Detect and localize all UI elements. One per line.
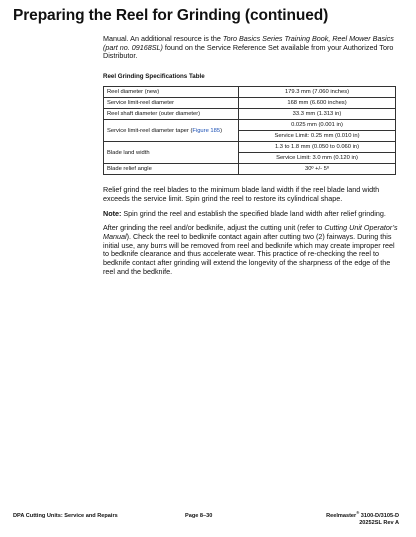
table-row [104, 87, 396, 98]
spec-value: 0.025 mm (0.001 in) [291, 122, 343, 129]
footer-section-title: DPA Cutting Units: Service and Repairs [13, 513, 118, 519]
after-grinding-paragraph: After grinding the reel and/or bedknife, adjust the cutting unit (refer to Cutting Unit Operator’s Manual). Check the reel to bedknife contact again after cutting two (2) fairways. During this initial use, any burrs will be removed from reel and bedknife which may create improper reel to bedknife clearance and thus accelerate wear. This practice of re-checking the reel to bedknife contact after grinding will extend the longevity of the sharpness of the edge of the reel and the bedknife. [103, 223, 398, 276]
row-value: 179.3 mm (7.060 inches) [239, 87, 396, 98]
row-label: Service limit-reel diameter [104, 98, 239, 109]
row-label: Reel shaft diameter (outer diameter) [104, 109, 239, 120]
page-title: Preparing the Reel for Grinding (continued) [13, 7, 329, 24]
row-value: 30º +/- 5º [239, 164, 396, 175]
service-limit-value: Service Limit: 0.25 mm (0.010 in) [239, 130, 395, 141]
table-row [104, 142, 396, 164]
table-row [104, 120, 396, 142]
table-caption: Reel Grinding Specifications Table [103, 73, 205, 81]
row-label: Blade land width [104, 142, 239, 164]
row-value: 33.3 mm (1.313 in) [239, 109, 396, 120]
table-row [104, 164, 396, 175]
figure-185-link[interactable]: Figure 185 [192, 127, 221, 134]
footer-document-number: 20252SL Rev A [359, 520, 399, 526]
row-label: Reel diameter (new) [104, 87, 239, 98]
service-limit-value: Service Limit: 3.0 mm (0.120 in) [239, 152, 395, 163]
row-label: Blade relief angle [104, 164, 239, 175]
intro-paragraph: Manual. An additional resource is the Toro Basics Series Training Book, Reel Mower Basics (part no. 09168SL) found on the Service Reference Set available from your Authorized Toro Distributor. [103, 34, 394, 61]
table-row [104, 109, 396, 120]
footer-model-info [326, 510, 399, 527]
row-value: 168 mm (6.600 inches) [239, 98, 396, 109]
reel-grinding-specifications-table [103, 86, 396, 175]
note-label: Note: [103, 208, 122, 218]
row-value [239, 120, 396, 142]
operators-manual-title: Cutting Unit Operator’s Manual [103, 223, 398, 241]
row-label: Service limit-reel diameter taper (Figure 185) [104, 120, 239, 142]
note-paragraph: Note: Spin grind the reel and establish the specified blade land width after relief grinding. [103, 208, 386, 218]
footer-model: Reelmaster® 3100-D/3105-D [326, 510, 399, 519]
table-row [104, 98, 396, 109]
relief-grind-paragraph: Relief grind the reel blades to the minimum blade land width if the reel blade land width exceeds the service limit. Spin grind the reel to restore its cylindrical shape. [103, 185, 380, 203]
spec-value: 1.3 to 1.8 mm (0.050 to 0.060 in) [274, 144, 360, 151]
page-content [103, 35, 401, 282]
row-value [239, 142, 396, 164]
footer-page-number: Page 8–30 [185, 513, 213, 519]
training-book-title: Toro Basics Series Training Book, Reel Mower Basics (part no. 09168SL) [103, 34, 394, 52]
